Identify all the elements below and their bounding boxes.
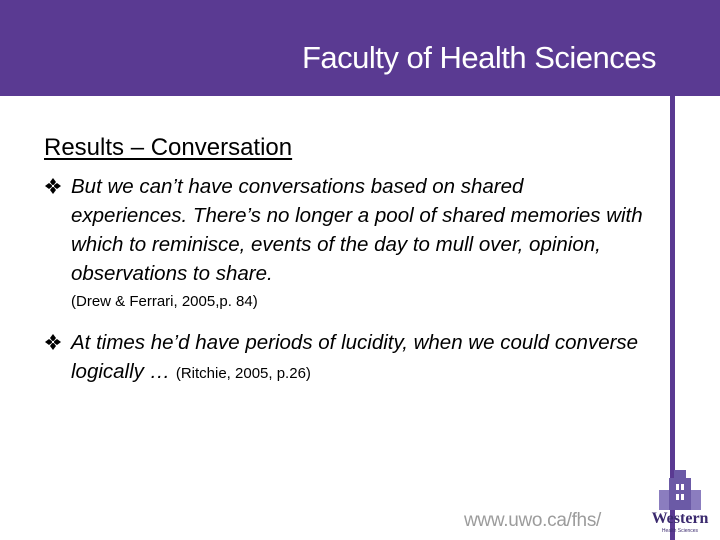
western-logo	[645, 468, 715, 538]
bullet-item	[44, 328, 644, 388]
bullet-item	[44, 172, 644, 316]
citation: (Ritchie, 2005, p.26)	[175, 365, 311, 382]
citation: (Drew & Ferrari, 2005,p. 84)	[71, 293, 258, 310]
bullet-text: But we can’t have conversations based on shared experiences. There’s no longer a pool of shared memories with which to reminisce, events of the day to mull over, opinion, observations to share.	[71, 175, 643, 285]
slide-body	[44, 134, 644, 400]
slide-heading: Results – Conversation	[44, 134, 293, 161]
logo-subtitle: Health Sciences	[661, 528, 699, 534]
footer-url: www.uwo.ca/fhs/	[464, 510, 601, 531]
diamond-bullet-icon	[44, 333, 62, 351]
logo-wordmark: Western	[651, 510, 709, 527]
faculty-title: Faculty of Health Sciences	[301, 40, 656, 75]
tower-icon	[645, 468, 715, 514]
bullet-text: At times he’d have periods of lucidity, when we could converse logically …	[71, 331, 639, 383]
header-band	[0, 0, 720, 96]
diamond-bullet-icon	[44, 177, 62, 195]
